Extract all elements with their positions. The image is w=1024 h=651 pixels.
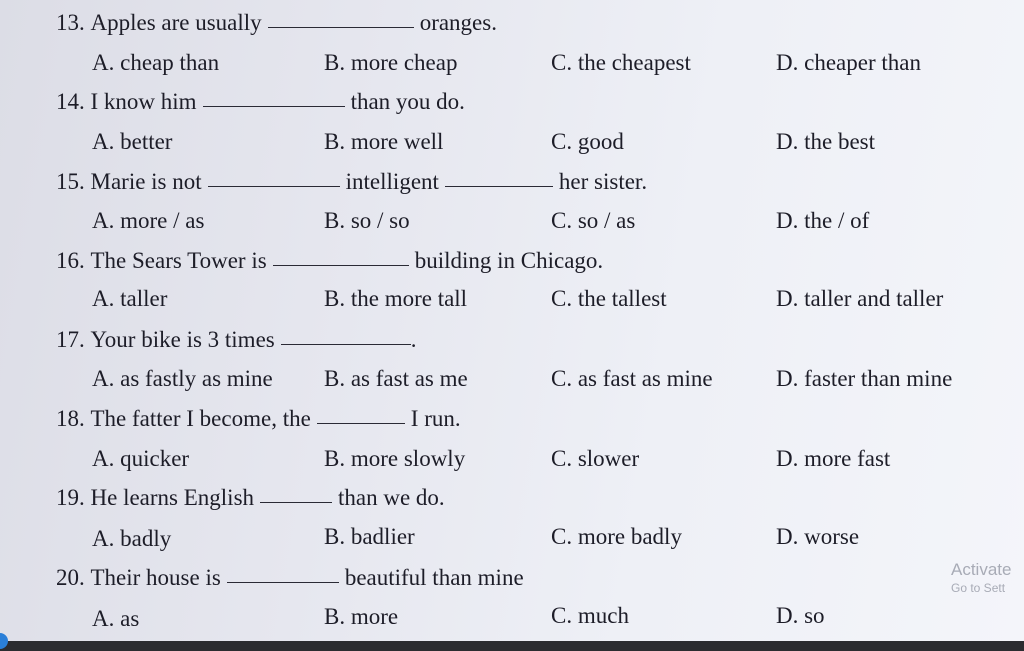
answer-blank [268,26,414,28]
question-text: I run. [410,406,461,431]
question-16-stem [56,248,603,274]
answer-blank [273,264,409,266]
question-number: 15. [56,169,85,194]
question-text: her sister. [558,169,648,194]
question-text: Their house is [90,565,221,590]
option-d: D. faster than mine [776,366,953,391]
option-c: C. much [551,603,629,628]
option-a: A. cheap than [92,50,220,75]
option-d: D. cheaper than [776,50,921,75]
question-text: than we do. [338,485,445,510]
option-a: A. badly [92,526,172,551]
question-text: He learns English [90,485,255,510]
question-text: than you do. [350,89,465,114]
question-18-stem [56,406,461,432]
question-19-stem [56,485,445,511]
answer-blank [260,501,332,503]
watermark-subtitle: Go to Sett [951,581,1006,595]
option-d: D. so [776,603,825,628]
question-text: intelligent [345,169,439,194]
option-d: D. more fast [776,446,891,471]
option-a: A. taller [92,286,168,311]
option-a: A. as fastly as mine [92,366,273,391]
option-b: B. more [324,604,399,629]
option-a: A. better [92,129,173,154]
question-text: . [410,327,417,352]
option-c: C. slower [551,446,640,471]
question-text: Your bike is 3 times [90,327,275,352]
question-number: 16. [56,248,85,273]
option-b: B. more well [324,129,444,154]
question-15-stem [56,169,647,195]
question-number: 20. [56,565,85,590]
option-d: D. taller and taller [776,286,944,311]
question-text: oranges. [419,10,497,35]
screen-bottom-bezel [0,641,1024,651]
activate-windows-watermark [951,559,1011,595]
option-b: B. as fast as me [324,366,468,391]
answer-blank [208,185,340,187]
answer-blank [227,581,339,583]
answer-blank [445,185,553,187]
option-c: C. good [551,129,624,154]
option-b: B. badlier [324,524,415,549]
question-text: I know him [90,89,197,114]
question-text: beautiful than mine [344,565,524,590]
option-b: B. so / so [324,208,410,233]
option-b: B. more slowly [324,446,466,471]
question-text: building in Chicago. [414,248,604,273]
question-text: The Sears Tower is [90,248,267,273]
question-14-stem [56,89,465,115]
option-c: C. the cheapest [551,50,691,75]
option-b: B. more cheap [324,50,458,75]
option-d: D. the best [776,129,876,154]
answer-blank [203,105,345,107]
option-c: C. more badly [551,524,682,549]
question-number: 17. [56,327,85,352]
watermark-title: Activate [951,560,1012,579]
option-c: C. as fast as mine [551,366,713,391]
option-a: A. quicker [92,446,190,471]
answer-blank [281,343,411,345]
option-d: D. worse [776,524,860,549]
question-17-stem [56,327,417,353]
option-d: D. the / of [776,208,870,233]
question-number: 13. [56,10,85,35]
option-c: C. the tallest [551,286,667,311]
answer-blank [317,422,405,424]
question-text: Apples are usually [90,10,262,35]
question-text: Marie is not [90,169,202,194]
option-c: C. so / as [551,208,636,233]
question-number: 14. [56,89,85,114]
option-b: B. the more tall [324,286,468,311]
option-a: A. as [92,606,140,631]
question-number: 18. [56,406,85,431]
option-a: A. more / as [92,208,205,233]
question-13-stem [56,10,497,36]
question-text: The fatter I become, the [90,406,311,431]
question-number: 19. [56,485,85,510]
question-20-stem [56,565,524,591]
